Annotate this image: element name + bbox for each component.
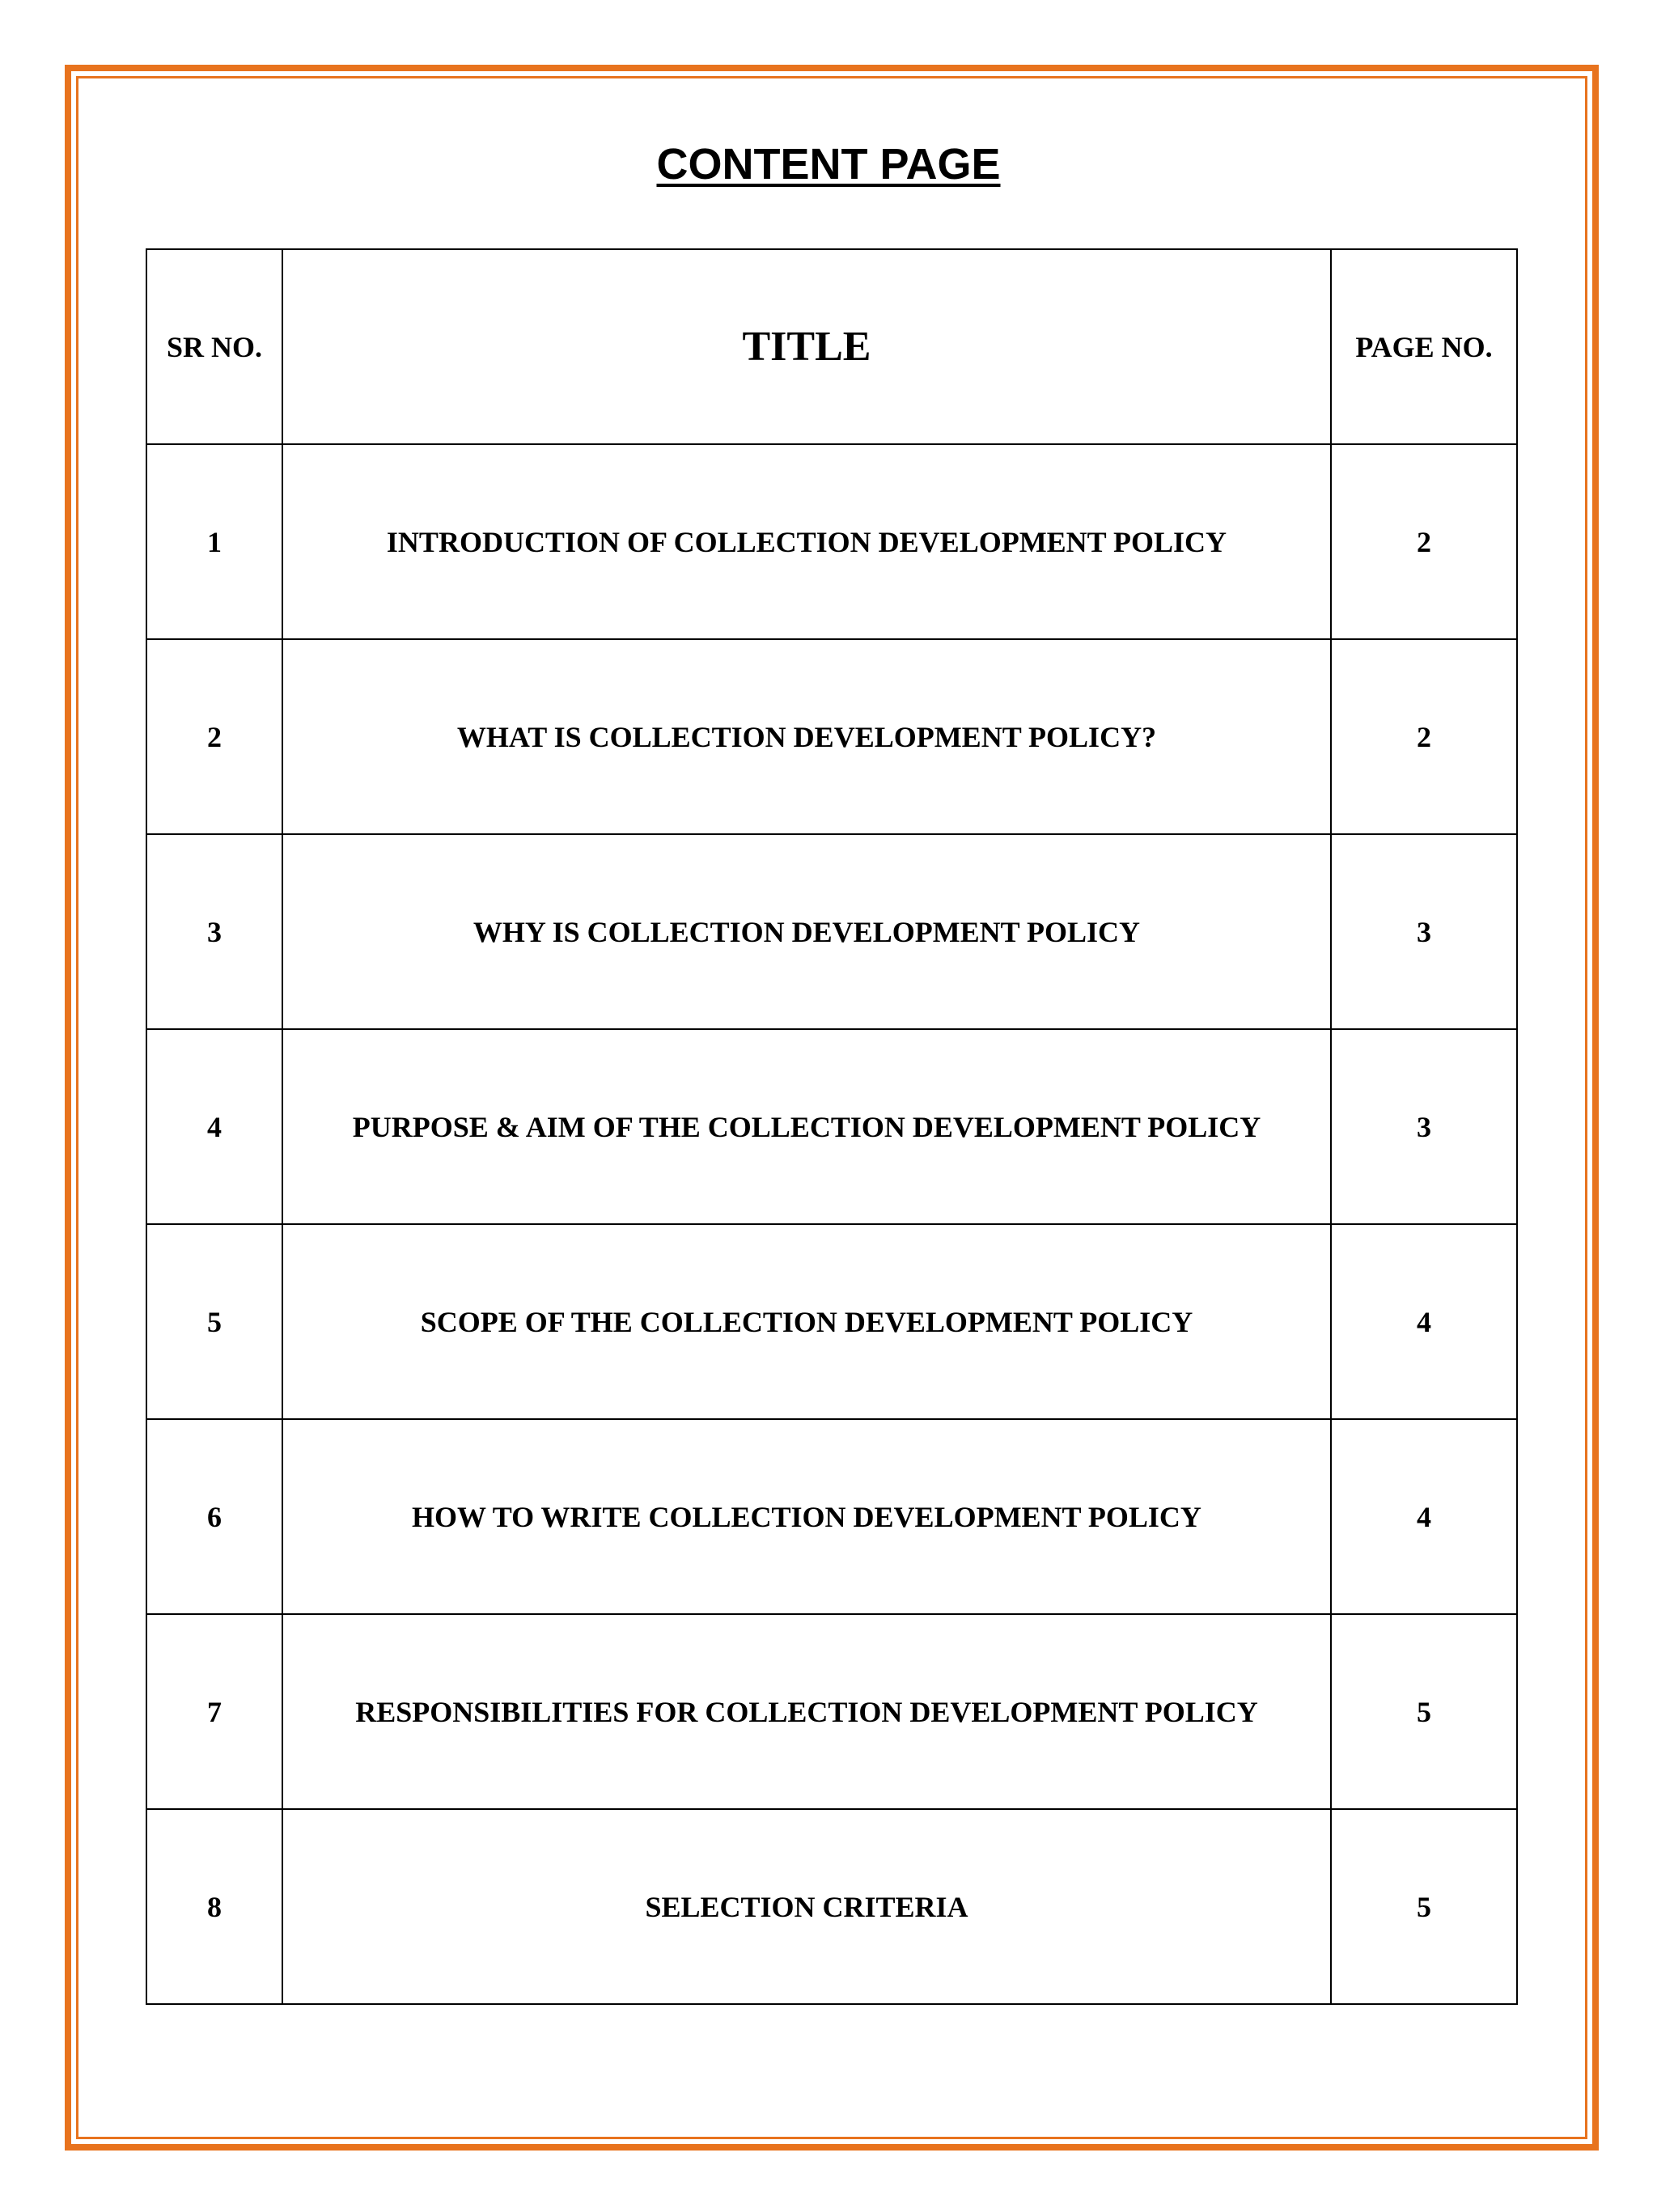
row-page-no: 5	[1331, 1809, 1517, 2004]
row-title: SCOPE OF THE COLLECTION DEVELOPMENT POLICY	[282, 1224, 1331, 1419]
table-row	[146, 1809, 1517, 2004]
row-sr-no: 8	[146, 1809, 282, 2004]
table-row	[146, 834, 1517, 1029]
header-page-no: PAGE NO.	[1331, 249, 1517, 444]
row-page-no: 3	[1331, 834, 1517, 1029]
page-title: CONTENT PAGE	[656, 140, 1001, 189]
row-page-no: 2	[1331, 639, 1517, 834]
table-row	[146, 639, 1517, 834]
row-sr-no: 2	[146, 639, 282, 834]
row-title: RESPONSIBILITIES FOR COLLECTION DEVELOPMENT POLICY	[282, 1614, 1331, 1809]
table-row	[146, 1614, 1517, 1809]
row-sr-no: 4	[146, 1029, 282, 1224]
row-title: PURPOSE & AIM OF THE COLLECTION DEVELOPMENT POLICY	[282, 1029, 1331, 1224]
table-header-row	[146, 249, 1517, 444]
row-title: HOW TO WRITE COLLECTION DEVELOPMENT POLICY	[282, 1419, 1331, 1614]
row-page-no: 4	[1331, 1419, 1517, 1614]
row-page-no: 5	[1331, 1614, 1517, 1809]
row-title: WHAT IS COLLECTION DEVELOPMENT POLICY?	[282, 639, 1331, 834]
row-sr-no: 7	[146, 1614, 282, 1809]
table-row	[146, 444, 1517, 639]
table-row	[146, 1224, 1517, 1419]
header-sr-no: SR NO.	[146, 249, 282, 444]
row-title: WHY IS COLLECTION DEVELOPMENT POLICY	[282, 834, 1331, 1029]
row-sr-no: 5	[146, 1224, 282, 1419]
row-sr-no: 6	[146, 1419, 282, 1614]
header-title: TITLE	[282, 249, 1331, 444]
row-sr-no: 1	[146, 444, 282, 639]
row-page-no: 4	[1331, 1224, 1517, 1419]
contents-table	[146, 248, 1518, 2005]
row-page-no: 3	[1331, 1029, 1517, 1224]
row-page-no: 2	[1331, 444, 1517, 639]
row-title: SELECTION CRITERIA	[282, 1809, 1331, 2004]
row-sr-no: 3	[146, 834, 282, 1029]
table-row	[146, 1419, 1517, 1614]
table-row	[146, 1029, 1517, 1224]
row-title: INTRODUCTION OF COLLECTION DEVELOPMENT POLICY	[282, 444, 1331, 639]
